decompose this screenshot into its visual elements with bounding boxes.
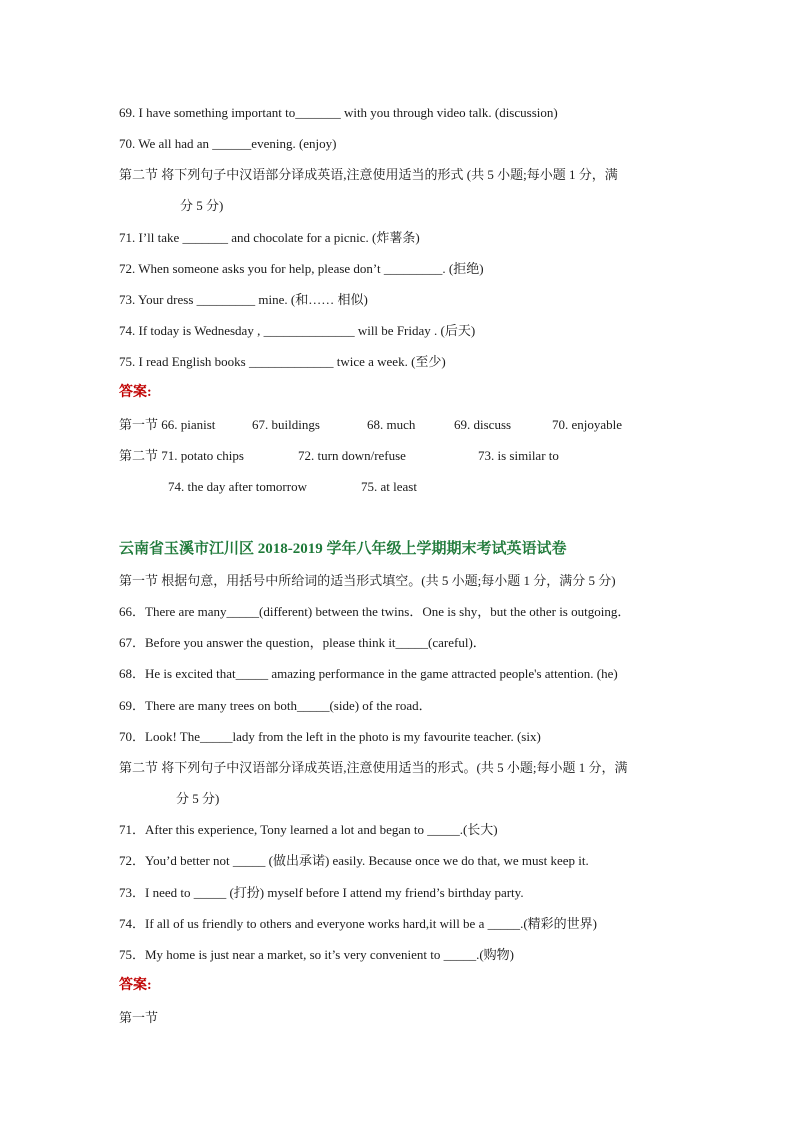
part2-instructions-cont: 分 5 分) [176, 791, 220, 806]
question-66: 66．There are many_____(different) between the twins．One is shy，but the other is outgoing． [119, 604, 631, 619]
question-73: 73. Your dress _________ mine. (和…… 相似) [119, 292, 368, 307]
question-72: 72．You’d better not _____ (做出承诺) easily. Because once we do that, we must keep it. [119, 853, 589, 868]
answer-70: 70. enjoyable [552, 417, 623, 432]
answer-row1-label: 第一节 66. pianist [119, 417, 216, 432]
question-69: 69. I have something important to_______ with you through video talk. (discussion) [119, 105, 558, 120]
question-70: 70. We all had an ______evening. (enjoy) [119, 136, 337, 151]
answer-73: 73. is similar to [478, 448, 559, 463]
question-73: 73．I need to _____ (打扮) myself before I attend my friend’s birthday party. [119, 885, 524, 900]
question-67: 67．Before you answer the question，please think it_____(careful)． [119, 635, 486, 650]
answer-75: 75. at least [361, 479, 417, 494]
answer-67: 67. buildings [252, 417, 320, 432]
question-68: 68．He is excited that_____ amazing performance in the game attracted people's attention. (he) [119, 666, 618, 681]
part2-instructions: 第二节 将下列句子中汉语部分译成英语,注意使用适当的形式。(共 5 小题;每小题 1 分，满 [119, 760, 628, 775]
part2-instructions-cont: 分 5 分) [180, 198, 224, 213]
answer-68: 68. much [367, 417, 416, 432]
answer-part1-label: 第一节 [119, 1010, 159, 1025]
answer-label: 答案: [119, 978, 152, 993]
question-70: 70．Look! The_____lady from the left in the photo is my favourite teacher. (six) [119, 729, 541, 744]
question-71: 71. I’ll take _______ and chocolate for a picnic. (炸薯条) [119, 230, 420, 245]
answer-72: 72. turn down/refuse [298, 448, 406, 463]
part2-instructions: 第二节 将下列句子中汉语部分译成英语,注意使用适当的形式 (共 5 小题;每小题 1 分，满 [119, 167, 618, 182]
exam-heading: 云南省玉溪市江川区 2018-2019 学年八年级上学期期末考试英语试卷 [119, 541, 567, 557]
question-75: 75. I read English books _____________ twice a week. (至少) [119, 354, 446, 369]
answer-74: 74. the day after tomorrow [168, 479, 307, 494]
question-74: 74. If today is Wednesday , ______________ will be Friday . (后天) [119, 323, 476, 338]
answer-row2-label: 第二节 71. potato chips [119, 448, 244, 463]
answer-label: 答案: [119, 385, 152, 400]
question-75: 75．My home is just near a market, so it’s very convenient to _____.(购物) [119, 947, 514, 962]
part1-instructions: 第一节 根据句意，用括号中所给词的适当形式填空。(共 5 小题;每小题 1 分，满分 5 分) [119, 573, 616, 588]
question-74: 74．If all of us friendly to others and everyone works hard,it will be a _____.(精彩的世界) [119, 916, 598, 931]
question-72: 72. When someone asks you for help, please don’t _________. (拒绝) [119, 261, 484, 276]
question-71: 71．After this experience, Tony learned a lot and began to _____.(长大) [119, 822, 498, 837]
question-69: 69．There are many trees on both_____(side) of the road． [119, 698, 432, 713]
answer-69: 69. discuss [454, 417, 512, 432]
